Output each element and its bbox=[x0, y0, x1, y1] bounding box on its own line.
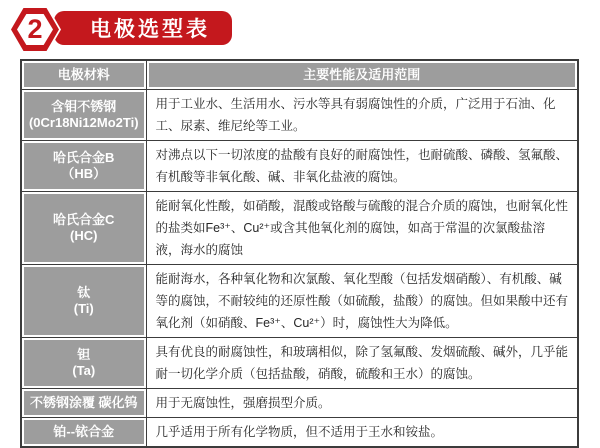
material-cell bbox=[21, 388, 146, 417]
title-ribbon bbox=[54, 11, 232, 45]
table-row bbox=[21, 337, 578, 388]
material-cell bbox=[21, 337, 146, 388]
header-label-performance: 主要性能及适用范围 bbox=[303, 66, 421, 82]
material-grade: (HC) bbox=[70, 227, 98, 243]
material-grade: (Ti) bbox=[73, 300, 94, 316]
section-number-badge bbox=[9, 6, 61, 53]
page-header bbox=[0, 0, 600, 58]
description-cell: 对沸点以下一切浓度的盐酸有良好的耐腐蚀性，也耐硫酸、磷酸、氢氟酸、有机酸等非氧化酸、碱、非氧化盐液的腐蚀。 bbox=[146, 140, 578, 191]
table-row bbox=[21, 417, 578, 447]
section-number: 2 bbox=[27, 14, 43, 44]
table-row bbox=[21, 140, 578, 191]
material-name: 哈氏合金C bbox=[53, 211, 115, 227]
material-cell bbox=[21, 191, 146, 264]
material-cell bbox=[21, 417, 146, 447]
material-name: 钽 bbox=[77, 346, 91, 362]
table-row bbox=[21, 191, 578, 264]
description-cell: 能耐氧化性酸，如硝酸，混酸或铬酸与硫酸的混合介质的腐蚀，也耐氧化性的盐类如Fe³⁺、Cu²⁺或含其他氧化剂的腐蚀，如高于常温的次氯酸盐溶液，海水的腐蚀 bbox=[146, 191, 578, 264]
table-row bbox=[21, 264, 578, 337]
material-grade: (0Cr18Ni12Mo2Ti) bbox=[28, 114, 139, 130]
description-cell: 用于工业水、生活用水、污水等具有弱腐蚀性的介质，广泛用于石油、化工、尿素、维尼纶等工业。 bbox=[146, 89, 578, 140]
material-cell bbox=[21, 264, 146, 337]
description-cell: 几乎适用于所有化学物质，但不适用于王水和铵盐。 bbox=[146, 417, 578, 447]
table-header-row bbox=[21, 60, 578, 89]
material-cell bbox=[21, 140, 146, 191]
table-row bbox=[21, 388, 578, 417]
material-name: 含钼不锈钢 bbox=[51, 98, 117, 114]
material-name: 哈氏合金B bbox=[53, 149, 115, 165]
header-label-material: 电极材料 bbox=[57, 66, 110, 82]
description-cell: 具有优良的耐腐蚀性，和玻璃相似，除了氢氟酸、发烟硫酸、碱外，几乎能耐一切化学介质（包括盐酸，硝酸，硫酸和王水）的腐蚀。 bbox=[146, 337, 578, 388]
description-cell: 能耐海水，各种氧化物和次氯酸、氧化型酸（包括发烟硝酸）、有机酸、碱等的腐蚀，不耐较纯的还原性酸（如硫酸，盐酸）的腐蚀。但如果酸中还有氧化剂（如硝酸、Fe³⁺、Cu²⁺）时，腐蚀性大为降低。 bbox=[146, 264, 578, 337]
material-grade: (Ta) bbox=[72, 362, 96, 378]
header-cell-performance bbox=[146, 60, 578, 89]
material-name: 不锈钢涂覆 碳化钨 bbox=[29, 394, 138, 410]
electrode-selection-table bbox=[20, 59, 579, 448]
page-title: 电极选型表 bbox=[90, 18, 210, 41]
description-cell: 用于无腐蚀性，强磨损型介质。 bbox=[146, 388, 578, 417]
material-name: 钛 bbox=[77, 284, 91, 300]
header-cell-material bbox=[21, 60, 146, 89]
material-grade: （HB） bbox=[61, 165, 107, 181]
table-row bbox=[21, 89, 578, 140]
material-name: 铂--铱合金 bbox=[53, 423, 115, 439]
material-cell bbox=[21, 89, 146, 140]
